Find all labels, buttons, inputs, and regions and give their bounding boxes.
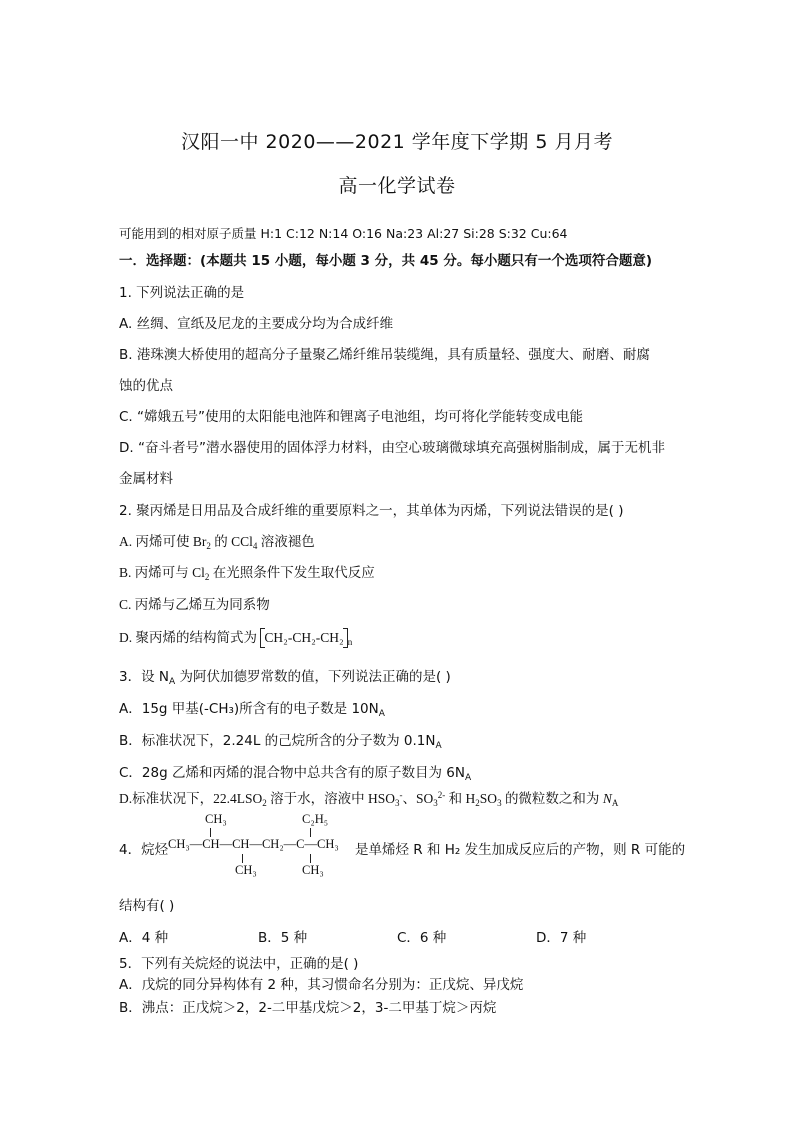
q4-option-a: A．4 种: [119, 930, 169, 946]
q1-stem: 1. 下列说法正确的是: [119, 285, 245, 301]
q2-option-a: A. 丙烯可使 $Br_2$ 的 CCl$_4$ 溶液褪色: [119, 534, 315, 551]
bond-bottom-left: [242, 854, 243, 863]
q2-option-c: C. 丙烯与乙烯互为同系物: [119, 597, 270, 612]
q4-option-c: C．6 种: [397, 930, 447, 946]
q1-option-b-cont: 蚀的优点: [119, 378, 173, 394]
q1-option-a: A. 丝绸、宣纸及尼龙的主要成分均为合成纤维: [119, 316, 394, 332]
q2-option-d: D. 聚丙烯的结构简式为 CH₂-CH₂-CH₂ $_n$: [119, 630, 353, 647]
q1-option-d: D. “奋斗者号”潜水器使用的固体浮力材料，由空心玻璃微球填充高强树脂制成，属于无机非: [119, 440, 665, 456]
q1-option-b: B. 港珠澳大桥使用的超高分子量聚乙烯纤维吊装缆绳，具有质量轻、强度大、耐磨、耐腐: [119, 347, 650, 363]
methyl-top: CH₃: [205, 812, 227, 826]
bond-top-right: [310, 828, 311, 837]
q2-option-b: B. 丙烯可与 $Cl_2$ 在光照条件下发生取代反应: [119, 565, 375, 582]
q5-option-b: B．沸点：正戊烷＞2，2-二甲基戊烷＞2，3-二甲基丁烷＞丙烷: [119, 1000, 497, 1016]
q3-option-c: C．28g 乙烯和丙烯的混合物中总共含有的原子数目为 $6N_A$: [119, 765, 472, 783]
q1-option-d-cont: 金属材料: [119, 471, 173, 487]
q4-suffix: 是单烯烃 R 和 H₂ 发生加成反应后的产物，则 R 可能的: [355, 842, 686, 858]
methyl-bottom-2: CH₃: [302, 863, 324, 877]
atomic-masses: 可能用到的相对原子质量 H:1 C:12 N:14 O:16 Na:23 Al:27 Si:28 S:32 Cu:64: [119, 226, 568, 241]
q3-option-d: D.标准状况下，$22.4LSO_2$ 溶于水，溶液中 $HSO_3^-$、$SO_3^{2-}$ 和 $H_2SO_3$ 的微粒数之和为 $N_A$: [119, 790, 619, 808]
q2-stem: 2. 聚丙烯是日用品及合成纤维的重要原料之一，其单体为丙烯，下列说法错误的是( ): [119, 503, 624, 519]
polymer-formula: CH₂-CH₂-CH₂: [260, 630, 347, 646]
q1-option-c: C. “嫦娥五号”使用的太阳能电池阵和锂离子电池组，均可将化学能转变成电能: [119, 409, 583, 425]
q4-line2: 结构有( ): [119, 898, 175, 914]
main-chain: CH₃—CH—CH—CH₂—C—CH₃: [168, 837, 339, 851]
ethyl-top: C₂H₅: [302, 812, 329, 826]
q4-options: [119, 926, 694, 944]
q5-option-a: A．戊烷的同分异构体有 2 种，其习惯命名分别为：正戊烷、异戊烷: [119, 977, 524, 993]
q4-option-d: D．7 种: [536, 930, 587, 946]
exam-title: 汉阳一中 2020——2021 学年度下学期 5 月月考: [181, 131, 613, 153]
alkane-structure: [168, 812, 368, 882]
q4-prefix: 4．烷烃: [119, 842, 169, 858]
section-1-title: 一．选择题：(本题共 15 小题，每小题 3 分，共 45 分。每小题只有一个选项符合题意): [119, 253, 653, 269]
exam-subtitle: 高一化学试卷: [338, 175, 456, 197]
q3-stem: 3．设 $N_A$ 为阿伏加德罗常数的值，下列说法正确的是( ): [119, 669, 451, 687]
q4-option-b: B．5 种: [258, 930, 308, 946]
methyl-bottom-1: CH₃: [235, 863, 257, 877]
q3-option-a: A．15g 甲基(-CH₃)所含有的电子数是 $10N_A$: [119, 701, 385, 719]
bond-top-left: [210, 828, 211, 837]
q5-stem: 5．下列有关烷烃的说法中，正确的是( ): [119, 956, 359, 972]
q3-option-b: B．标准状况下，2.24L 的己烷所含的分子数为 $0.1N_A$: [119, 733, 442, 751]
bond-bottom-right: [310, 854, 311, 863]
